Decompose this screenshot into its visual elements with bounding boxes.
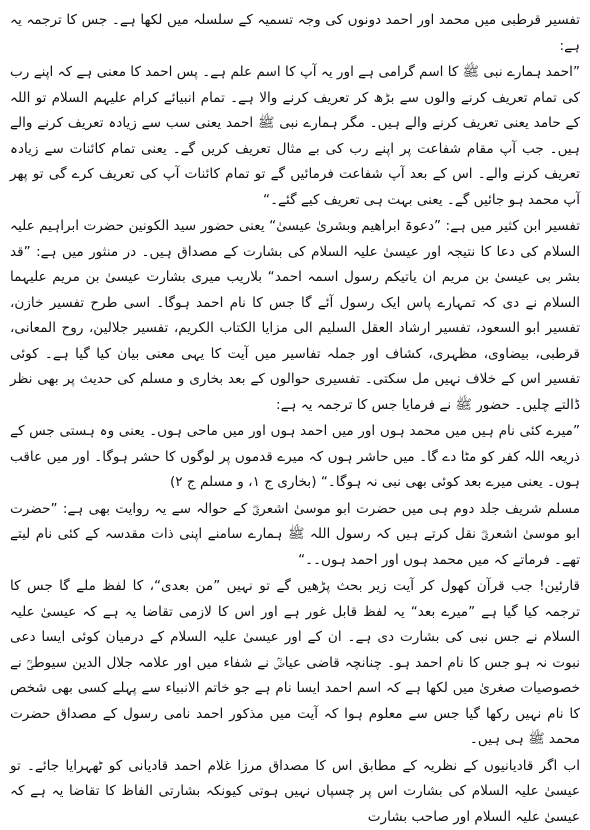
paragraph-qurtubi-quote: ”احمد ہمارے نبی ﷺ کا اسم گرامی ہے اور یہ آپ کا اسم علم ہے۔ پس احمد کا معنی ہے کہ اپنے رب کی تمام تعریف کرنے والوں سے بڑھ کر تعریف کرنے والا ہے۔ تمام انبیائے کرام علیہم السلام تو اللہ کے حامد یعنی تعریف کرنے والے ہیں۔ مگر ہمارے نبی ﷺ احمد یعنی سب سے زیادہ تعریف کرنے والے ہیں۔ جب آپ مقام شفاعت پر اپنے رب کی بے مثال تعریف کریں گے۔ یعنی تمام کائنات سے زیادہ تعریف کرنے والے۔ اس کے بعد آپ شفاعت فرمائیں گے تو تمام کائنات آپ کی تعریف کرے گی تو پھر آپ محمد ہو جائیں گے۔ یعنی بہت ہی تعریف کیے گئے۔“ [10,60,580,213]
paragraph-ibn-kathir: تفسیر ابن کثیر میں ہے: ”دعوۃ ابراھیم وبشریٰ عیسیٰ“ یعنی حضور سید الکونین حضرت ابراہیم علیہ السلام کی دعا کا نتیجہ اور عیسیٰ علیہ السلام کی بشارت کے مصداق ہیں۔ در منثور میں ہے: ”قد بشر بی عیسیٰ بن مریم ان یاتیکم رسول اسمہ احمد“ بلاریب میری بشارت عیسیٰ بن مریم علیہما السلام نے دی کہ تمہارے پاس ایک رسول آئے گا جس کا نام احمد ہوگا۔ اسی طرح تفسیر خازن، تفسیر ابو السعود، تفسیر ارشاد العقل السلیم الی مزایا الکتاب الکریم، تفسیر جلالین، روح المعانی، قرطبی، بیضاوی، مظہری، کشاف اور جملہ تفاسیر میں آیت کا یہی معنی بیان کیا گیا ہے۔ کوئی تفسیر اس کے خلاف نہیں مل سکتی۔ تفسیری حوالوں کے بعد بخاری و مسلم کی حدیث پر بھی نظر ڈالتے چلیں۔ حضور ﷺ نے فرمایا جس کا ترجمہ یہ ہے: [10,214,580,418]
paragraph-qadiani: اب اگر قادیانیوں کے نظریہ کے مطابق اس کا مصداق مرزا غلام احمد قادیانی کو ٹھہرایا جائے۔ تو عیسیٰ علیہ السلام کی بشارت اس پر چسپاں نہیں ہوتی کیونکہ بشارتی الفاظ کا تقاضا یہ ہے کہ عیسیٰ علیہ السلام اور صاحب بشارت [10,754,580,830]
paragraph-qurtubi-intro: تفسیر قرطبی میں محمد اور احمد دونوں کی وجہ تسمیہ کے سلسلہ میں لکھا ہے۔ جس کا ترجمہ یہ ہے: [10,8,580,59]
paragraph-muslim-narration: مسلم شریف جلد دوم ہی میں حضرت ابو موسیٰ اشعریؓ کے حوالہ سے یہ روایت بھی ہے: ”حضرت ابو موسیٰ اشعریؓ نقل کرتے ہیں کہ رسول اللہ ﷺ ہمارے سامنے اپنی ذات مقدسہ کے کئی نام لیتے تھے۔ فرماتے کہ میں محمد ہوں اور احمد ہوں۔۔“ [10,497,580,574]
paragraph-hadith-quote: ”میرے کئی نام ہیں میں محمد ہوں اور میں احمد ہوں اور میں ماحی ہوں۔ یعنی وہ ہستی جس کے ذریعہ اللہ کفر کو مٹا دے گا۔ میں حاشر ہوں کہ میرے قدموں پر لوگوں کا حشر ہوگا۔ اور میں عاقب ہوں۔ یعنی میرے بعد کوئی بھی نبی نہ ہوگا۔“ (بخاری ج ۱، و مسلم ج ۲) [10,419,580,496]
paragraph-min-badi: قارئین! جب قرآن کھول کر آیت زیر بحث پڑھیں گے تو نہیں ”من بعدی“، کا لفظ ملے گا جس کا ترجمہ کیا گیا ہے ”میرے بعد“ یہ لفظ قابل غور ہے اور اس کا لازمی تقاضا یہ ہے کہ عیسیٰ علیہ السلام نے جس نبی کی بشارت دی ہے۔ ان کے اور عیسیٰ علیہ السلام کے درمیان کوئی ایسا دعی نبوت نہ ہو جس کا نام احمد ہو۔ چنانچہ قاضی عیاضؒ نے شفاء میں اور علامہ جلال الدین سیوطیؒ نے خصوصیات صغریٰ میں لکھا ہے کہ اسم احمد ایسا نام ہے جو خاتم الانبیاء سے پہلے کسی بھی شخص کا نام نہیں رکھا گیا جس سے معلوم ہوا کہ آیت میں مذکور احمد نامی رسول کے مصداق حضرت محمد ﷺ ہی ہیں۔ [10,574,580,753]
